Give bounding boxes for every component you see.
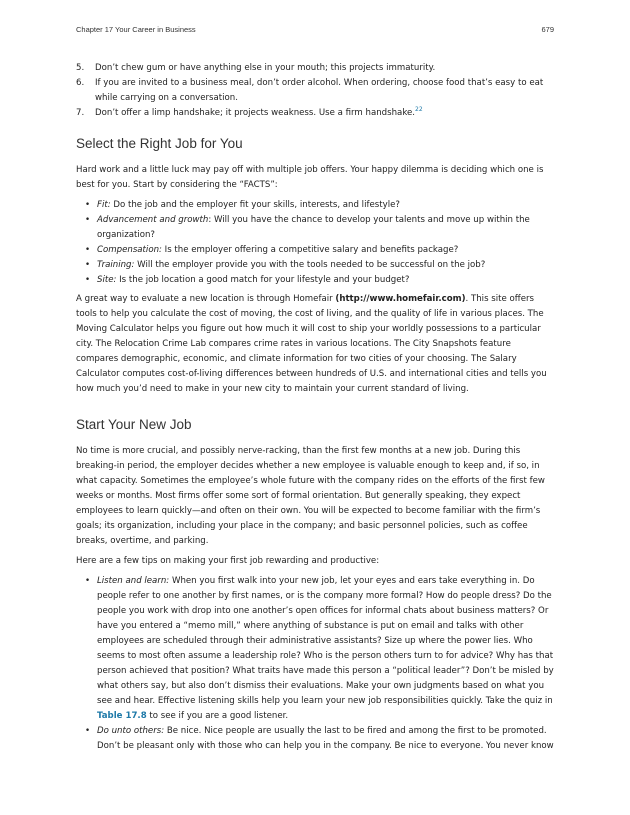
page-content	[76, 61, 554, 758]
list-text: Don’t offer a limp handshake; it projects weakness. Use a firm handshake.	[95, 108, 416, 118]
chapter-title: Chapter 17 Your Career in Business	[76, 25, 196, 34]
footnote-link[interactable]: 22	[415, 106, 423, 114]
facts-list	[76, 198, 554, 288]
list-item	[76, 198, 554, 213]
list-item	[76, 258, 554, 273]
list-item	[76, 243, 554, 258]
bullet-term: Fit:	[97, 200, 111, 210]
list-item	[76, 76, 554, 106]
list-item	[76, 106, 554, 121]
page-number: 679	[541, 25, 554, 34]
homefair-url[interactable]: (http://www.homefair.com)	[335, 294, 466, 304]
list-text: Don’t chew gum or have anything else in your mouth; this projects immaturity.	[95, 63, 436, 73]
section2-paragraph-2: Here are a few tips on making your first job rewarding and productive:	[76, 556, 380, 566]
bullet-text: When you first walk into your new job, let your eyes and ears take everything in. Do people refer to one another by first names, or is the company more formal? How do people dress? Do the people you work with drop into one another’s open offices for informal chats about business matters? Or have you entered a “memo mill,” where anything of substance is put on email and talks with other employees are scheduled through their administrative assistants? Size up where the power lies. Who seems to most often assume a leadership role? Who is the person others turn to for advice? Why has that person achieved that position? What traits have made this person a “political leader”? Don’t be misled by what others say, but also don’t dismiss their evaluations. Make your own judgments based on what you see and hear. Effective listening skills help you learn your new job responsibilities quickly. Take the quiz in	[97, 576, 554, 706]
bullet-text: Is the job location a good match for your lifestyle and your budget?	[116, 275, 410, 285]
section-heading-select-job: Select the Right Job for You	[76, 136, 243, 151]
list-item	[76, 724, 554, 754]
bullet-text: Do the job and the employer fit your skills, interests, and lifestyle?	[110, 200, 400, 210]
section-spacer	[76, 402, 554, 416]
list-item	[76, 273, 554, 288]
bullet-text: Will the employer provide you with the tools needed to be successful on the job?	[134, 260, 486, 270]
homefair-paragraph	[76, 292, 554, 397]
bullet-term: Do unto others:	[97, 726, 165, 736]
bullet-text: Be nice. Nice people are usually the last to be fired and among the first to be promoted. Don’t be pleasant only with those who can help you in the company. Be nice to everyone. You never know	[97, 726, 554, 751]
list-text: If you are invited to a business meal, don’t order alcohol. When ordering, choose food that’s easy to eat while carrying on a conversation.	[95, 78, 544, 103]
list-item	[76, 574, 554, 724]
list-number: 5.	[76, 63, 85, 73]
bullet-term: Training:	[97, 260, 135, 270]
list-item	[76, 213, 554, 243]
numbered-list	[76, 61, 554, 121]
section-heading-start-job: Start Your New Job	[76, 417, 192, 432]
bullet-term: Compensation:	[97, 245, 162, 255]
bullet-term: Listen and learn:	[97, 576, 170, 586]
list-number: 7.	[76, 108, 85, 118]
page-header	[76, 25, 554, 34]
bullet-term: Site:	[97, 275, 117, 285]
bullet-text: Is the employer offering a competitive salary and benefits package?	[161, 245, 459, 255]
paragraph-text: . This site offers tools to help you calculate the cost of moving, the cost of living, and the quality of life in various places. The Moving Calculator helps you figure out how much it will cost to ship your worldly possessions to a particular city. The Relocation Crime Lab compares crime rates in various locations. The City Snapshots feature compares demographic, economic, and climate information for two cities of your choosing. The Salary Calculator computes cost-of-living differences between hundreds of U.S. and international cities and tells you how much you’d need to make in your new city to maintain your current standard of living.	[76, 294, 547, 394]
tips-list	[76, 574, 554, 754]
bullet-term: Advancement and growth	[97, 215, 209, 225]
list-item	[76, 61, 554, 76]
list-text-wrap	[95, 106, 423, 121]
paragraph-text: A great way to evaluate a new location is through Homefair	[76, 294, 336, 304]
table-link[interactable]: Table 17.8	[97, 711, 147, 721]
section2-paragraph-1: No time is more crucial, and possibly nerve-racking, than the first few months at a new job. During this breaking-in period, the employer decides whether a new employee is valuable enough to keep and, if so, in what capacity. Sometimes the employee’s whole future with the company rides on the efforts of the first few weeks or months. Most firms offer some sort of formal orientation. But generally speaking, they expect employees to learn quickly—and often on their own. You will be expected to become familiar with the firm’s goals; its organization, including your place in the company; and basic personnel policies, such as coffee breaks, overtime, and parking.	[76, 446, 545, 546]
section1-intro: Hard work and a little luck may pay off with multiple job offers. Your happy dilemma is deciding which one is best for you. Start by considering the “FACTS”:	[76, 165, 544, 190]
bullet-text: to see if you are a good listener.	[146, 711, 289, 721]
bullet-text: : Will you have the chance to develop your talents and move up within the organization?	[97, 215, 530, 240]
list-number: 6.	[76, 78, 85, 88]
